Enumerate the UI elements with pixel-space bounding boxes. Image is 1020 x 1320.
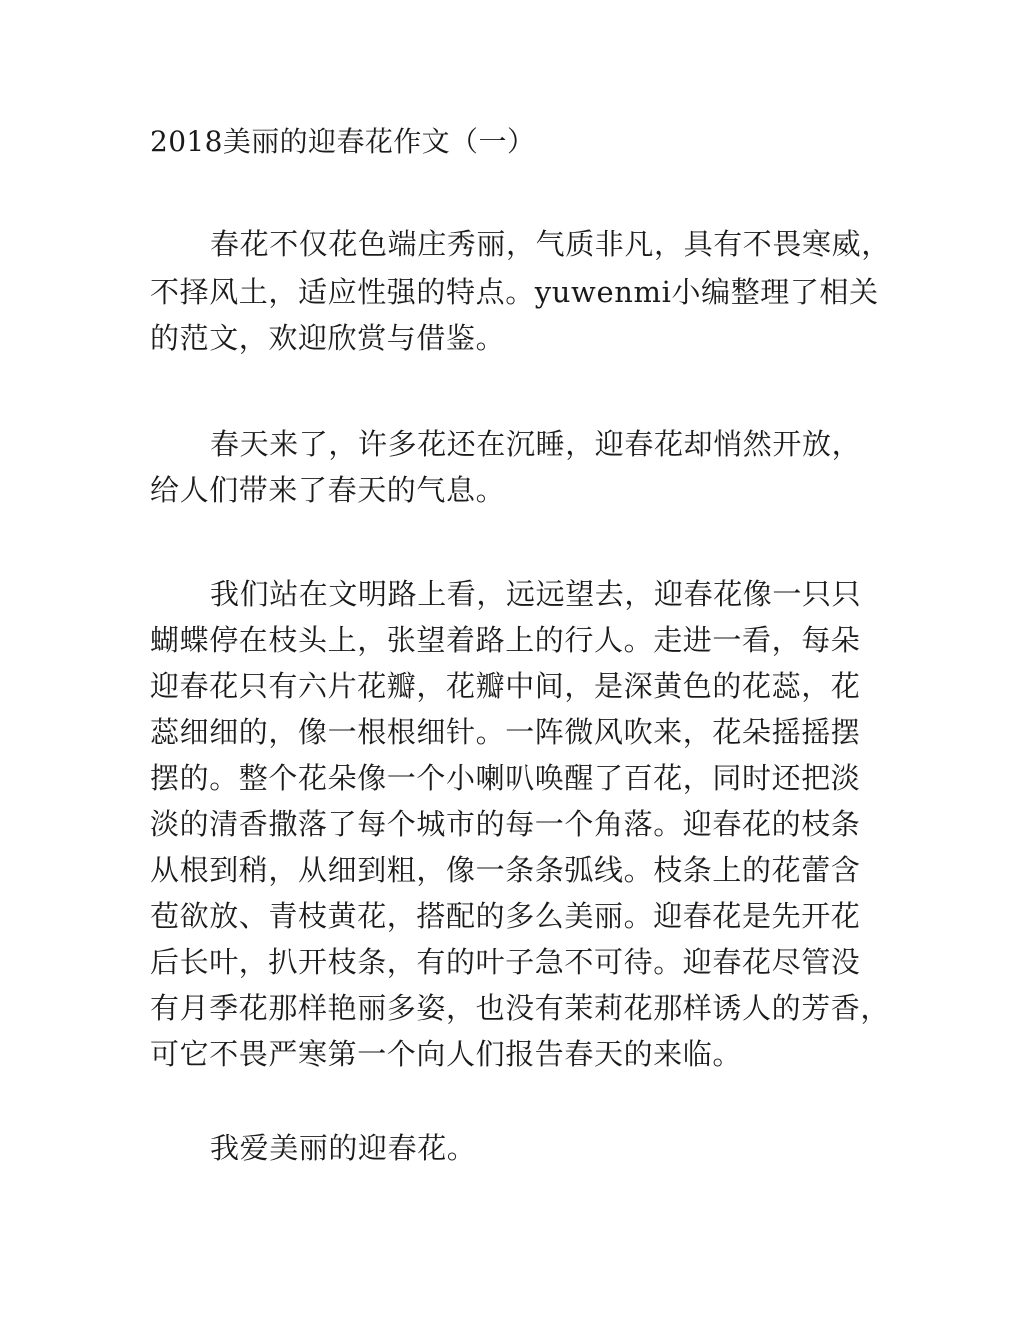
paragraph-line: 我爱美丽的迎春花。 — [210, 1131, 477, 1165]
paragraph-line: 不择风土，适应性强的特点。yuwenmi小编整理了相关 — [150, 275, 879, 309]
paragraph-line: 迎春花只有六片花瓣，花瓣中间，是深黄色的花蕊，花 — [150, 669, 861, 703]
paragraph-line: 的范文，欢迎欣赏与借鉴。 — [150, 321, 506, 355]
paragraph-line: 淡的清香撒落了每个城市的每一个角落。迎春花的枝条 — [150, 807, 861, 841]
paragraph-line: 我们站在文明路上看，远远望去，迎春花像一只只 — [210, 577, 862, 611]
paragraph-line: 从根到稍，从细到粗，像一条条弧线。枝条上的花蕾含 — [150, 853, 861, 887]
paragraph-line: 春天来了，许多花还在沉睡，迎春花却悄然开放， — [210, 427, 862, 461]
paragraph-line: 春花不仅花色端庄秀丽，气质非凡，具有不畏寒威， — [210, 227, 891, 261]
paragraph-line: 可它不畏严寒第一个向人们报告春天的来临。 — [150, 1037, 743, 1071]
paragraph-line: 有月季花那样艳丽多姿，也没有茉莉花那样诱人的芳香， — [150, 991, 891, 1025]
paragraph-line: 给人们带来了春天的气息。 — [150, 473, 506, 507]
paragraph-line: 蕊细细的，像一根根细针。一阵微风吹来，花朵摇摇摆 — [150, 715, 861, 749]
paragraph-line: 苞欲放、青枝黄花，搭配的多么美丽。迎春花是先开花 — [150, 899, 861, 933]
paragraph-line: 后长叶，扒开枝条，有的叶子急不可待。迎春花尽管没 — [150, 945, 861, 979]
document-title: 2018美丽的迎春花作文（一） — [150, 125, 536, 158]
paragraph-line: 蝴蝶停在枝头上，张望着路上的行人。走进一看，每朵 — [150, 623, 861, 657]
paragraph-line: 摆的。整个花朵像一个小喇叭唤醒了百花，同时还把淡 — [150, 761, 861, 795]
